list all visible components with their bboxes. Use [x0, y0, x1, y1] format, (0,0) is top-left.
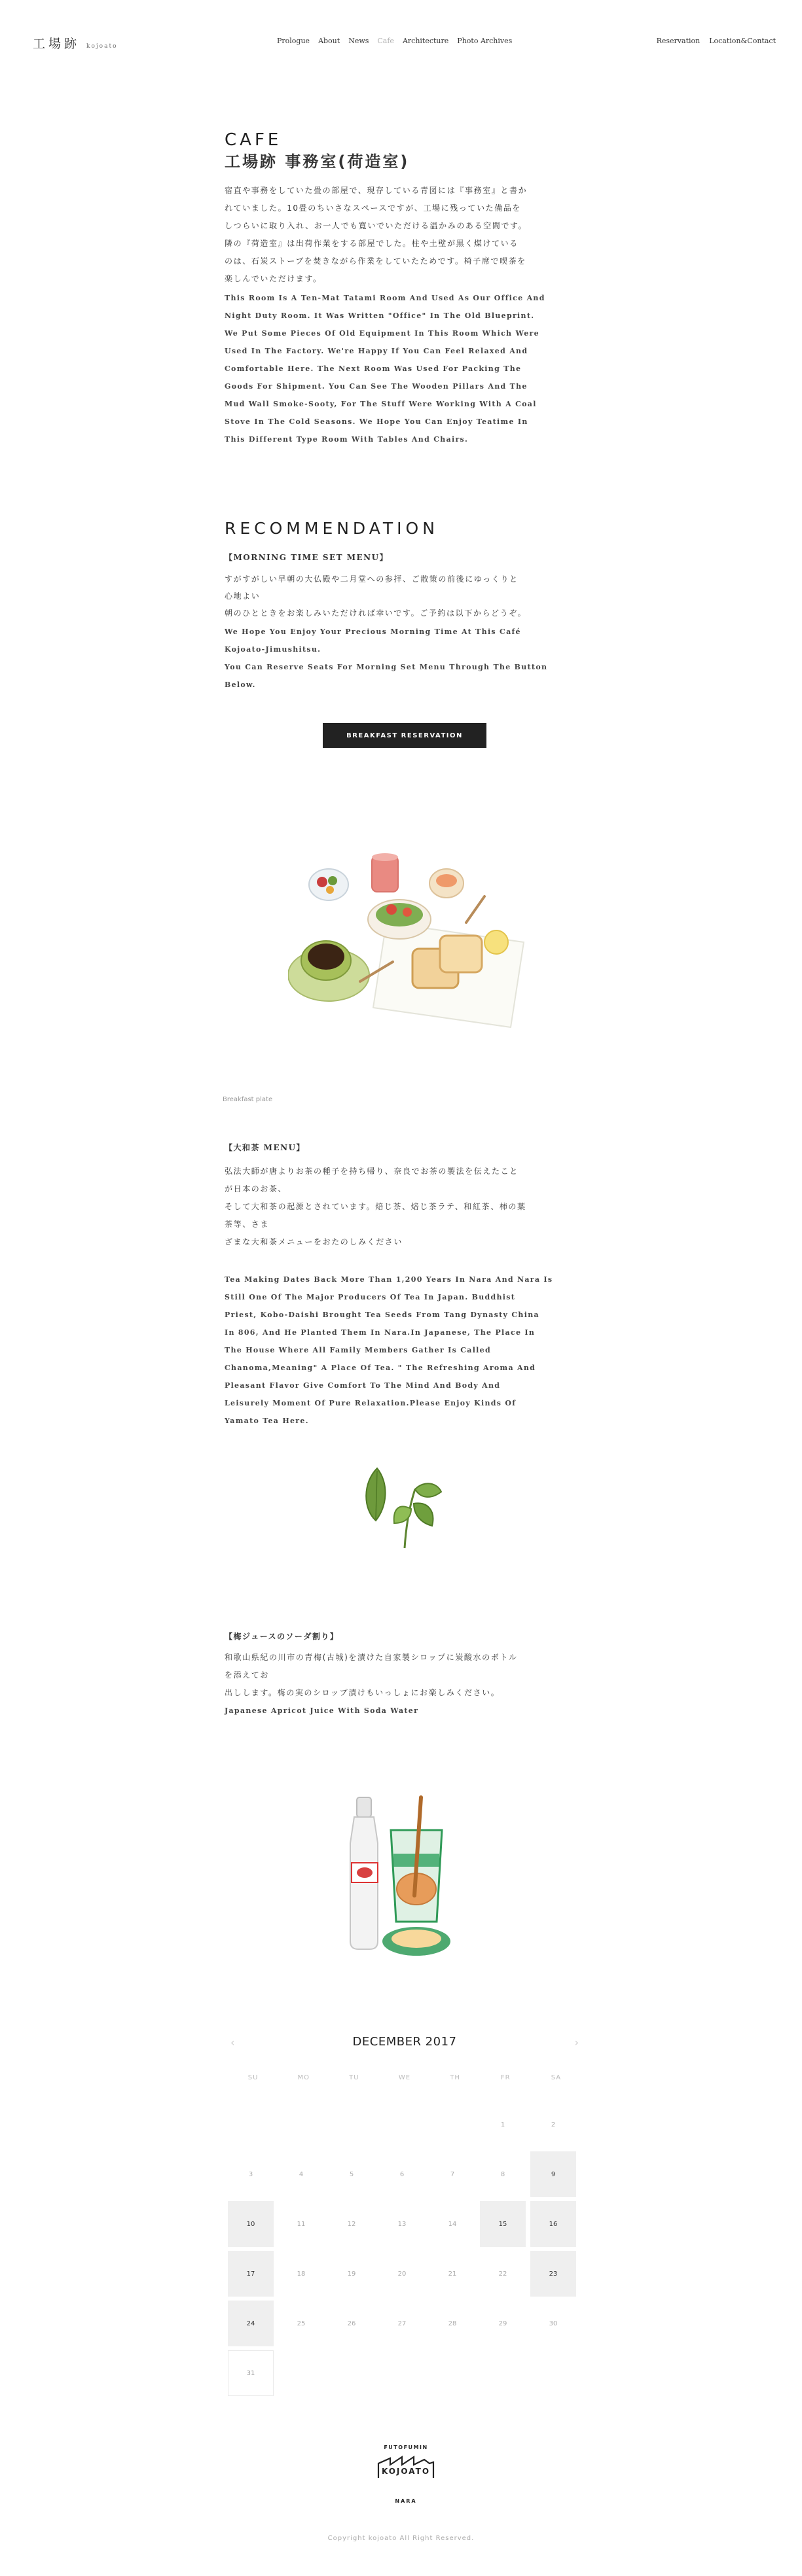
- calendar-day[interactable]: 16: [530, 2201, 576, 2247]
- nav-location-contact[interactable]: Location&Contact: [709, 37, 776, 45]
- text-line: Priest, Kobo-Daishi Brought Tea Seeds From Tang Dynasty China: [225, 1311, 539, 1319]
- text-line: 出しします。梅の実のシロップ漬けもいっしょにお楽しみください。: [225, 1688, 500, 1697]
- text-line: ざまな大和茶メニューをおたのしみください: [225, 1237, 403, 1246]
- weekday-label: TH: [450, 2074, 460, 2081]
- breakfast-caption: Breakfast plate: [223, 1096, 273, 1103]
- text-line: Mud Wall Smoke-Sooty, For The Stuff Were Working With A Coal: [225, 400, 537, 408]
- calendar-header: [228, 2028, 581, 2055]
- calendar-prev-arrow-icon[interactable]: ‹: [230, 2036, 235, 2049]
- calendar-weekdays: [228, 2074, 581, 2087]
- calendar-day: 5: [349, 2170, 354, 2178]
- breakfast-reservation-button[interactable]: BREAKFAST RESERVATION: [323, 723, 486, 748]
- nav-architecture[interactable]: Architecture: [402, 37, 449, 45]
- weekday-label: MO: [297, 2074, 310, 2081]
- text-line: You Can Reserve Seats For Morning Set Menu Through The Button: [225, 663, 548, 671]
- text-line: が日本のお茶、: [225, 1184, 287, 1193]
- text-line: This Different Type Room With Tables And Chairs.: [225, 435, 469, 444]
- text-line: 和歌山県紀の川市の青梅(古城)を漬けた自家製シロップに炭酸水のボトル: [225, 1653, 518, 1662]
- cafe-description-jp: [225, 182, 584, 288]
- cafe-heading: [225, 130, 584, 173]
- calendar-empty-cell: [228, 2102, 274, 2147]
- calendar-day: 20: [397, 2270, 407, 2278]
- cafe-description-en: [225, 289, 584, 448]
- weekday-label: TU: [349, 2074, 359, 2081]
- calendar-day: 4: [299, 2170, 304, 2178]
- yamato-tea-menu-label: 【大和茶 MENU】: [225, 1143, 306, 1152]
- text-line: Pleasant Flavor Give Comfort To The Mind And Body And: [225, 1381, 501, 1390]
- calendar-day[interactable]: 23: [530, 2251, 576, 2297]
- text-line: しつらいに取り入れ、お一人でも寛いでいただける温かみのある空間です。: [225, 221, 528, 230]
- text-line: 茶等、さま: [225, 1220, 270, 1229]
- calendar-day: 1: [500, 2121, 505, 2128]
- calendar-empty-cell: [329, 2102, 374, 2147]
- copyright: Copyright kojoato All Right Reserved.: [327, 2535, 475, 2542]
- calendar-day[interactable]: 15: [480, 2201, 526, 2247]
- cafe-title: CAFE: [225, 130, 282, 150]
- text-line: Leisurely Moment Of Pure Relaxation.Please Enjoy Kinds Of: [225, 1399, 517, 1407]
- calendar-empty-cell: [379, 2102, 425, 2147]
- footer-logo-bottom: NARA: [395, 2498, 417, 2504]
- calendar-day: 14: [448, 2220, 457, 2228]
- nav-photo-archives[interactable]: Photo Archives: [457, 37, 513, 45]
- text-line: 楽しんでいただけます。: [225, 274, 322, 283]
- text-line: Goods For Shipment. You Can See The Wooden Pillars And The: [225, 382, 528, 391]
- text-line: Chanoma,Meaning" A Place Of Tea. " The Refreshing Aroma And: [225, 1364, 536, 1372]
- text-line: Japanese Apricot Juice With Soda Water: [225, 1706, 419, 1715]
- calendar-day: 26: [347, 2320, 356, 2327]
- morning-menu-label: 【MORNING TIME SET MENU】: [225, 553, 389, 562]
- weekday-label: SU: [247, 2074, 259, 2081]
- text-line: Still One Of The Major Producers Of Tea In Japan. Buddhist: [225, 1293, 516, 1301]
- text-line: れていました。10畳のちいさなスペースですが、工場に残っていた備品を: [225, 203, 522, 213]
- calendar-day: 29: [498, 2320, 507, 2327]
- calendar-day: 25: [297, 2320, 306, 2327]
- nav-reservation[interactable]: Reservation: [656, 37, 701, 45]
- text-line: のは、石炭ストーブを焚きながら作業をしていたためです。椅子席で喫茶を: [225, 256, 526, 266]
- text-line: We Put Some Pieces Of Old Equipment In This Room Which Were: [225, 329, 539, 338]
- ume-soda-description-en: [225, 1702, 584, 1720]
- reservation-calendar: [228, 2028, 581, 2396]
- text-line: 心地よい: [225, 591, 261, 601]
- text-line: Tea Making Dates Back More Than 1,200 Years In Nara And Nara Is: [225, 1275, 553, 1284]
- text-line: Kojoato-Jimushitsu.: [225, 645, 321, 654]
- calendar-day: 3: [248, 2170, 253, 2178]
- calendar-day: 11: [297, 2220, 306, 2228]
- calendar-empty-cell: [429, 2102, 475, 2147]
- calendar-month-title: DECEMBER 2017: [352, 2035, 457, 2049]
- text-line: Stove In The Cold Seasons. We Hope You Can Enjoy Teatime In: [225, 417, 528, 426]
- calendar-day[interactable]: 10: [228, 2201, 274, 2247]
- calendar-grid: [228, 2102, 581, 2396]
- site-header: [0, 0, 802, 85]
- logo-english: kojoato: [86, 43, 118, 50]
- yamato-tea-description-en: [225, 1271, 584, 1430]
- text-line: Below.: [225, 680, 256, 689]
- morning-description-en: [225, 623, 584, 694]
- text-line: そして大和茶の起源とされています。焙じ茶、焙じ茶ラテ、和紅茶、柿の葉: [225, 1202, 526, 1211]
- nav-cafe[interactable]: Cafe: [377, 37, 394, 45]
- nav-about[interactable]: About: [318, 37, 340, 45]
- breakfast-plate-illustration: [288, 844, 537, 1053]
- text-line: Used In The Factory. We're Happy If You Can Feel Relaxed And: [225, 347, 528, 355]
- footer-logo-top: FUTOFUMIN: [384, 2444, 428, 2450]
- footer-logo[interactable]: [367, 2439, 445, 2509]
- nav-news[interactable]: News: [348, 37, 369, 45]
- text-line: In 806, And He Planted Them In Nara.In Japanese, The Place In: [225, 1328, 536, 1337]
- calendar-day[interactable]: 24: [228, 2301, 274, 2346]
- main-nav: [277, 37, 512, 45]
- text-line: 弘法大師が唐よりお茶の種子を持ち帰り、奈良でお茶の製法を伝えたこと: [225, 1167, 519, 1176]
- text-line: Night Duty Room. It Was Written "Office" In The Old Blueprint.: [225, 311, 535, 320]
- tea-leaves-illustration: [359, 1463, 445, 1551]
- cafe-subtitle: 工場跡 事務室(荷造室): [225, 152, 410, 171]
- site-logo[interactable]: [33, 34, 118, 52]
- text-line: Yamato Tea Here.: [225, 1417, 309, 1425]
- weekday-label: SA: [551, 2074, 562, 2081]
- calendar-day: 18: [297, 2270, 306, 2278]
- text-line: 宿直や事務をしていた畳の部屋で、現存している青図には『事務室』と書か: [225, 186, 528, 195]
- calendar-day[interactable]: 9: [530, 2151, 576, 2197]
- calendar-day: 27: [397, 2320, 407, 2327]
- footer-logo-name: KOJOATO: [381, 2467, 431, 2476]
- calendar-day: 6: [399, 2170, 405, 2178]
- calendar-day: 13: [397, 2220, 407, 2228]
- calendar-day: 8: [500, 2170, 505, 2178]
- calendar-day[interactable]: 31: [228, 2350, 274, 2396]
- text-line: This Room Is A Ten-Mat Tatami Room And Used As Our Office And: [225, 294, 545, 302]
- nav-prologue[interactable]: Prologue: [277, 37, 310, 45]
- calendar-next-arrow-icon[interactable]: ›: [574, 2036, 579, 2049]
- text-line: 隣の『荷造室』は出荷作業をする部屋でした。柱や土壁が黒く煤けている: [225, 239, 519, 248]
- calendar-day: 2: [551, 2121, 556, 2128]
- calendar-day: 30: [549, 2320, 558, 2327]
- calendar-empty-cell: [278, 2102, 324, 2147]
- calendar-day: 21: [448, 2270, 457, 2278]
- yamato-tea-description-jp: [225, 1163, 584, 1251]
- calendar-day[interactable]: 17: [228, 2251, 274, 2297]
- ume-soda-description-jp: [225, 1649, 584, 1702]
- ume-soda-illustration: [344, 1791, 475, 1977]
- calendar-day: 28: [448, 2320, 457, 2327]
- logo-japanese: 工場跡: [33, 37, 81, 51]
- text-line: を添えてお: [225, 1670, 270, 1680]
- ume-soda-menu-label: 【梅ジュースのソーダ割り】: [225, 1632, 339, 1641]
- recommendation-title: RECOMMENDATION: [225, 519, 439, 538]
- weekday-label: WE: [398, 2074, 411, 2081]
- calendar-day: 22: [498, 2270, 507, 2278]
- calendar-day: 7: [450, 2170, 455, 2178]
- text-line: We Hope You Enjoy Your Precious Morning Time At This Café: [225, 627, 521, 636]
- text-line: 朝のひとときをお楽しみいただければ幸いです。ご予約は以下からどうぞ。: [225, 609, 527, 618]
- calendar-day: 12: [347, 2220, 356, 2228]
- morning-description-jp: [225, 571, 584, 622]
- text-line: The House Where All Family Members Gather Is Called: [225, 1346, 491, 1354]
- weekday-label: FR: [500, 2074, 511, 2081]
- text-line: Comfortable Here. The Next Room Was Used For Packing The: [225, 364, 522, 373]
- calendar-day: 19: [347, 2270, 356, 2278]
- utility-nav: [657, 37, 776, 45]
- text-line: すがすがしい早朝の大仏殿や二月堂への参拝、ご散策の前後にゆっくりと: [225, 574, 519, 584]
